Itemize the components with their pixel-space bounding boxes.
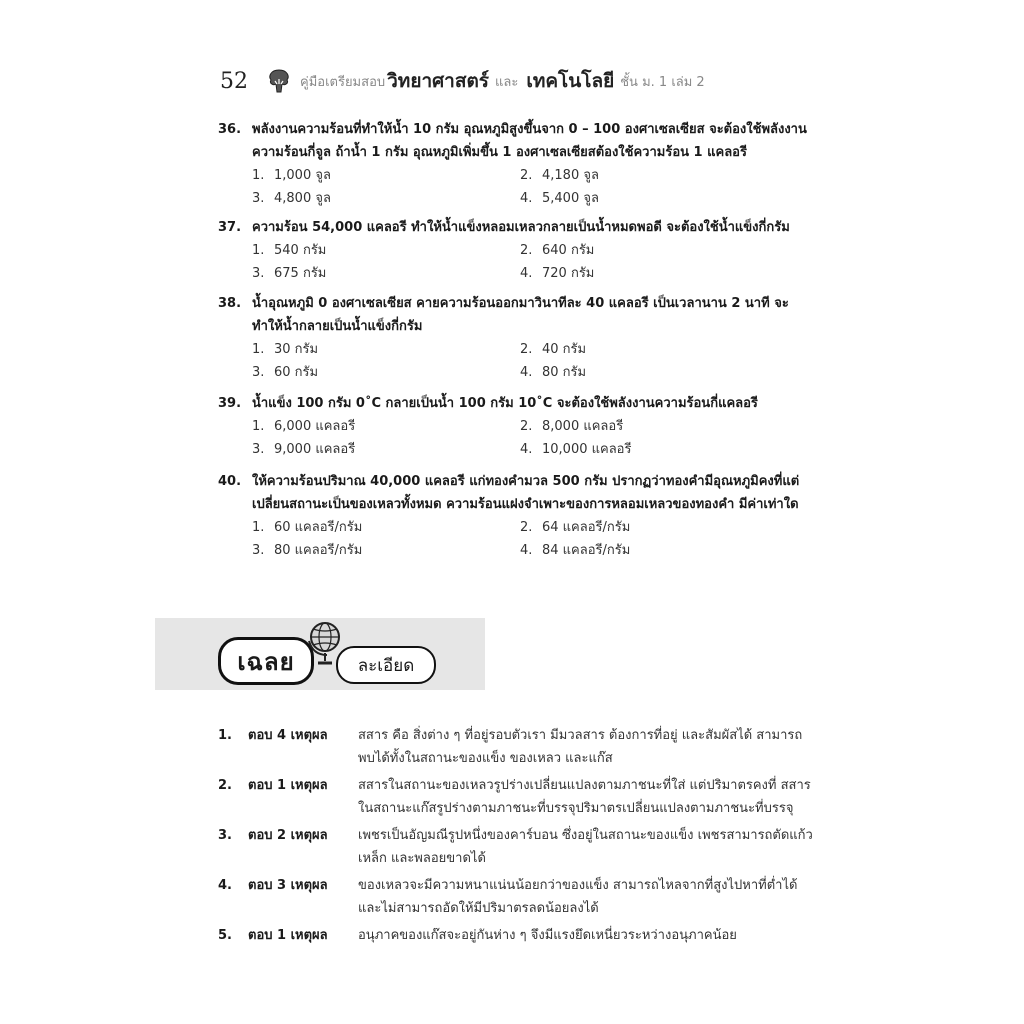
option [520,516,790,539]
option-text: 60 กรัม [274,365,319,380]
option-text: 4,800 จูล [274,191,331,206]
option [252,262,520,285]
option-number: 4. [520,266,533,281]
option-text: 30 กรัม [274,342,319,357]
option [520,239,790,262]
option [520,361,790,384]
question-number: 36. [218,122,242,137]
header-grade: ชั้น ม. 1 เล่ม 2 [620,74,705,90]
option-text: 60 แคลอรี/กรัม [274,520,363,535]
header-prefix: คู่มือเตรียมสอบ [300,74,386,90]
answer-text: สสารในสถานะของเหลวรูปร่างเปลี่ยนแปลงตามภาชนะที่ใส่ แต่ปริมาตรคงที่ สสารในสถานะแก๊สรูปร่างตามภาชนะที่บรรจุปริมาตรเปลี่ยนแปลงตามภาชนะที่บรรจุ [358,778,811,816]
option-text: 10,000 แคลอรี [542,442,632,457]
answer-number: 5. [218,928,232,943]
question-number: 37. [218,220,242,235]
option-text: 5,400 จูล [542,191,599,206]
option-text: 80 แคลอรี/กรัม [274,543,363,558]
option-number: 2. [520,419,533,434]
option-number: 2. [520,342,533,357]
option-number: 1. [252,168,265,183]
answer-label: ตอบ 1 เหตุผล [248,928,328,943]
question-37 [218,216,818,285]
answer-item [218,924,818,947]
question-number: 38. [218,296,242,311]
option-number: 1. [252,342,265,357]
option-number: 1. [252,520,265,535]
answer-item [218,824,818,870]
option-text: 84 แคลอรี/กรัม [542,543,631,558]
option-text: 675 กรัม [274,266,327,281]
option-text: 4,180 จูล [542,168,599,183]
option-text: 6,000 แคลอรี [274,419,356,434]
option-number: 4. [520,442,533,457]
option-text: 1,000 จูล [274,168,331,183]
question-text: น้ำแข็ง 100 กรัม 0˚C กลายเป็นน้ำ 100 กรัม 10˚C จะต้องใช้พลังงานความร้อนกี่แคลอรี [252,396,758,411]
option-number: 4. [520,191,533,206]
answer-text: สสาร คือ สิ่งต่าง ๆ ที่อยู่รอบตัวเรา มีมวลสาร ต้องการที่อยู่ และสัมผัสได้ สามารถพบได้ทั้งในสถานะของแข็ง ของเหลว และแก๊ส [358,728,803,766]
option-text: 640 กรัม [542,243,595,258]
header-subject2: เทคโนโลยี [526,70,615,92]
answer-text: เพชรเป็นอัญมณีรูปหนึ่งของคาร์บอน ซึ่งอยู่ในสถานะของแข็ง เพชรสามารถตัดแก้ว เหล็ก และพลอยขาดได้ [358,828,813,866]
option [252,438,520,461]
option-text: 540 กรัม [274,243,327,258]
option [252,361,520,384]
answer-number: 3. [218,828,232,843]
header-conj: และ [495,74,519,90]
option-text: 80 กรัม [542,365,587,380]
answer-label: ตอบ 1 เหตุผล [248,778,328,793]
answer-text: ของเหลวจะมีความหนาแน่นน้อยกว่าของแข็ง สามารถไหลจากที่สูงไปหาที่ต่ำได้ และไม่สามารถอัดให้มีปริมาตรลดน้อยลงได้ [358,878,798,916]
question-36 [218,118,818,210]
option [252,338,520,361]
option-number: 1. [252,243,265,258]
option [520,187,790,210]
option-number: 2. [520,168,533,183]
answer-label: ตอบ 4 เหตุผล [248,728,328,743]
answer-text: อนุภาคของแก๊สจะอยู่กันห่าง ๆ จึงมีแรงยึดเหนี่ยวระหว่างอนุภาคน้อย [358,928,737,943]
option [520,415,790,438]
answer-item [218,724,818,770]
option-text: 720 กรัม [542,266,595,281]
answer-item [218,774,818,820]
option-text: 8,000 แคลอรี [542,419,624,434]
question-38 [218,292,818,384]
answer-banner-subtitle: ละเอียด [336,646,436,684]
question-text: น้ำอุณหภูมิ 0 องศาเซลเซียส คายความร้อนออกมาวินาทีละ 40 แคลอรี เป็นเวลานาน 2 นาที จะทำให้น้ำกลายเป็นน้ำแข็งกี่กรัม [252,296,789,334]
question-40 [218,470,818,562]
option-number: 3. [252,266,265,281]
header-subject1: วิทยาศาสตร์ [387,70,489,92]
option-text: 64 แคลอรี/กรัม [542,520,631,535]
answer-number: 2. [218,778,232,793]
question-number: 40. [218,474,242,489]
page-number: 52 [220,68,248,94]
question-number: 39. [218,396,242,411]
page-header [220,64,705,98]
option-number: 2. [520,520,533,535]
question-39 [218,392,818,461]
option [520,164,790,187]
option [520,438,790,461]
option [520,338,790,361]
option-number: 3. [252,543,265,558]
option-number: 3. [252,442,265,457]
answer-number: 1. [218,728,232,743]
option-number: 4. [520,365,533,380]
option-text: 9,000 แคลอรี [274,442,356,457]
option [252,239,520,262]
option-number: 3. [252,191,265,206]
option [252,164,520,187]
tree-logo-icon [266,67,292,95]
option-text: 40 กรัม [542,342,587,357]
answer-number: 4. [218,878,232,893]
option [252,516,520,539]
option-number: 2. [520,243,533,258]
question-text: ให้ความร้อนปริมาณ 40,000 แคลอรี แก่ทองคำมวล 500 กรัม ปรากฏว่าทองคำมีอุณหภูมิคงที่แต่เปลี่ยนสถานะเป็นของเหลวทั้งหมด ความร้อนแฝงจำเพาะของการหลอมเหลวของทองคำ มีค่าเท่าใด [252,474,800,512]
answer-item [218,874,818,920]
option [252,187,520,210]
question-text: ความร้อน 54,000 แคลอรี ทำให้น้ำแข็งหลอมเหลวกลายเป็นน้ำหมดพอดี จะต้องใช้น้ำแข็งกี่กรัม [252,220,790,235]
answer-label: ตอบ 3 เหตุผล [248,878,328,893]
option [252,415,520,438]
answer-banner-title: เฉลย [218,637,314,685]
option-number: 4. [520,543,533,558]
option [520,539,790,562]
option [520,262,790,285]
answer-label: ตอบ 2 เหตุผล [248,828,328,843]
option [252,539,520,562]
option-number: 1. [252,419,265,434]
option-number: 3. [252,365,265,380]
question-text: พลังงานความร้อนที่ทำให้น้ำ 10 กรัม อุณหภูมิสูงขึ้นจาก 0 – 100 องศาเซลเซียส จะต้องใช้พลังงานความร้อนกี่จูล ถ้าน้ำ 1 กรัม อุณหภูมิเพิ่มขึ้น 1 องศาเซลเซียสต้องใช้ความร้อน 1 แคลอรี [252,122,807,160]
